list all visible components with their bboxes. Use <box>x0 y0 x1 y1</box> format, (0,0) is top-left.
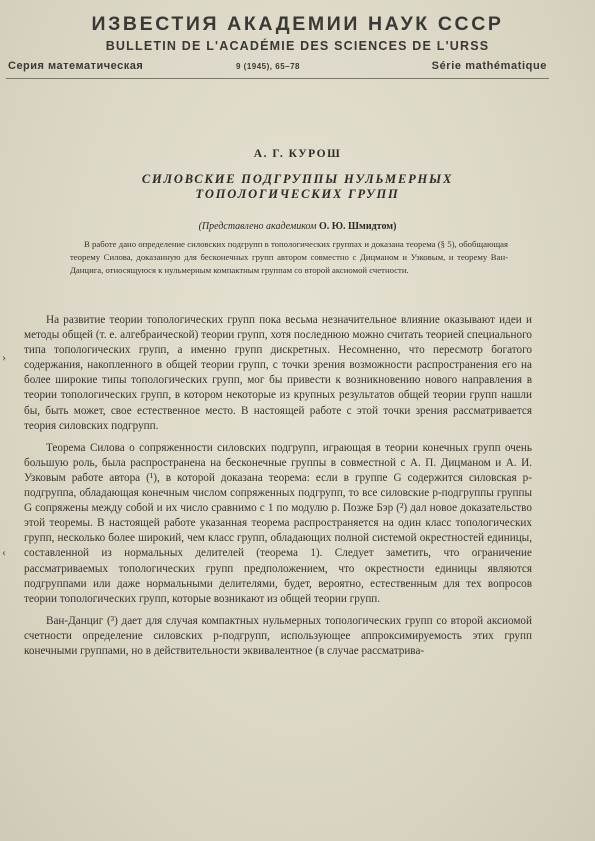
series-ru: Серия математическая <box>8 60 144 72</box>
article-body <box>24 313 532 666</box>
paragraph: На развитие теории топологических групп пока весьма незначительное влияние оказывают идеи и методы общей (т. е. алгебраической) теории групп, хотя последнюю можно считать теорией специального типа топологических групп, а именно групп дискретных. Несомненно, что пересмотр богатого содержания, накопленного в общей теории групп, с точки зрения возможности распространения его на более широкие типы топологических групп, мог бы привести к возникновению нового направления в теории топологических групп, в котором некоторые из крупных результатов общей теории групп нашли бы, быть может, свое естественное место. В настоящей работе с этой точки зрения рассматривается теория силовских подгрупп. <box>24 314 532 432</box>
journal-title-ru: ИЗВЕСТИЯ АКАДЕМИИ НАУК СССР <box>91 13 504 35</box>
margin-mark: › <box>2 350 6 364</box>
abstract: В работе дано определение силовских подгрупп в топологических группах и доказана теорема (§ 5), обобщающая теорему Силова, доказанную для бесконечных групп автором совместно с Дицманом и Узковым, и теорему Ван-Данцига, относящуюся к нульмерным компактным группам со второй аксиомой счетности. <box>70 239 508 275</box>
series-fr: Série mathématique <box>431 60 547 72</box>
presented-name: О. Ю. Шмидтом) <box>319 221 397 232</box>
margin-mark: ‹ <box>2 545 6 559</box>
header-rule <box>6 78 549 79</box>
article-title: СИЛОВСКИЕ ПОДГРУППЫ НУЛЬМЕРНЫХ ТОПОЛОГИЧЕСКИХ ГРУПП <box>141 172 454 201</box>
presented-prefix: (Представлено академиком <box>198 221 317 232</box>
paragraph: Ван-Данциг (³) дает для случая компактных нульмерных топологических групп со второй аксиомой счетности определение силовских p-подгрупп, использующее аппроксимируемость этих групп конечными группами, но в действительности эквивалентное (в случае рассматрива- <box>24 614 532 657</box>
issue-pages: 9 (1945), 65–78 <box>236 62 300 71</box>
presented-by <box>0 221 595 232</box>
journal-title-fr: BULLETIN DE L'ACADÉMIE DES SCIENCES DE L'URSS <box>105 39 490 53</box>
article-author: А. Г. КУРОШ <box>253 148 342 160</box>
paragraph: Теорема Силова о сопряженности силовских подгрупп, играющая в теории конечных групп очень большую роль, была распространена на бесконечные группы в совместной с А. П. Дицманом и А. И. Узковым работе автора (¹), в которой доказана теорема: если в группе G содержится силовская p-подгруппа, обладающая конечным числом сопряженных подгрупп, то все силовские p-подгруппы группы G сопряжены между собой и их число сравнимо с 1 по модулю p. Позже Бэр (²) дал новое доказательство этой теоремы. В настоящей работе указанная теорема распространяется на один класс топологических групп, несколько более широкий, чем класс групп, обладающих полной системой окрестностей единицы, составленной из нормальных делителей (теорема 1). Следует заметить, что ограничение рассматриваемых топологических групп предположением, что окрестности единицы являются подгруппами или даже нормальными делителями, будет, вероятно, естественным для тех вопросов теории топологических групп, которые возникают из общей теории групп. <box>24 441 532 605</box>
